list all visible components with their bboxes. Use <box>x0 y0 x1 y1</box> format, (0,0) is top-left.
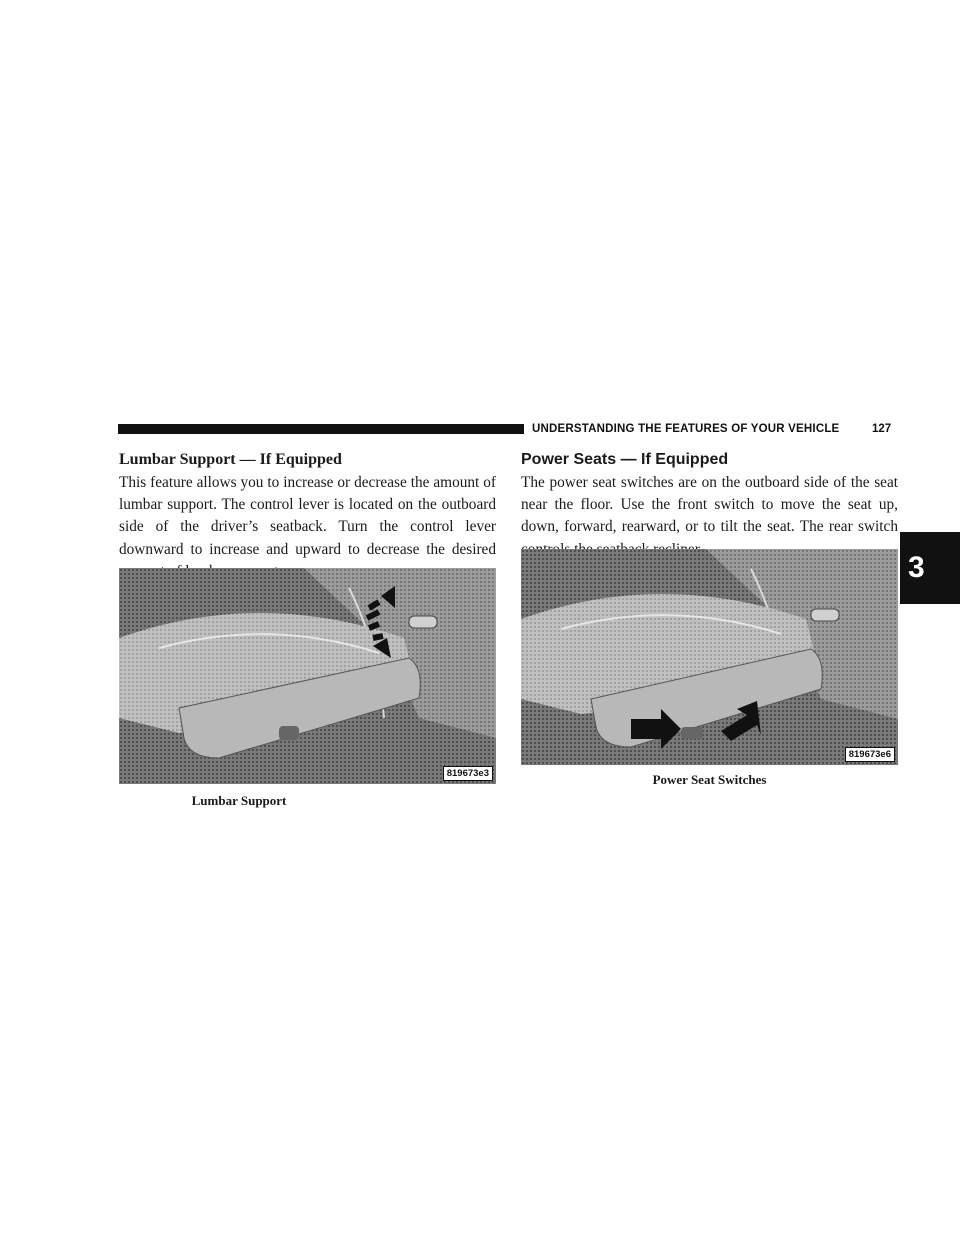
section-body: This feature allows you to increase or decrease the amount of lumbar support. The control lever is located on the outboard side of the driver’s seatback. Turn the control lever downward to increase and upward to decrease the desired <box>119 474 496 558</box>
figure-caption: Lumbar Support <box>191 793 287 808</box>
lumbar-support-illustration <box>119 568 496 784</box>
figure-code: 819673e6 <box>845 747 895 762</box>
header-rule <box>118 424 524 434</box>
figure-code: 819673e3 <box>443 766 493 781</box>
section-heading: Lumbar Support — If Equipped <box>119 451 342 468</box>
power-seats-section <box>521 448 898 561</box>
seat-illustration <box>119 568 496 784</box>
power-seat-switches-illustration <box>521 549 898 765</box>
section-body: The power seat switches are on the outboard side of the seat near the floor. Use the front switch to move the seat up, down, forward, rearward, or to tilt the seat. The rear switch <box>521 474 898 536</box>
figure-caption: Power Seat Switches <box>652 772 767 787</box>
page-number: 127 <box>872 423 892 435</box>
chapter-tab: 3 <box>900 532 960 604</box>
section-heading: Power Seats — If Equipped <box>521 451 729 468</box>
running-header-title: UNDERSTANDING THE FEATURES OF YOUR VEHICLE <box>532 423 840 435</box>
seat-illustration <box>521 549 898 765</box>
lumbar-support-section <box>119 448 496 583</box>
